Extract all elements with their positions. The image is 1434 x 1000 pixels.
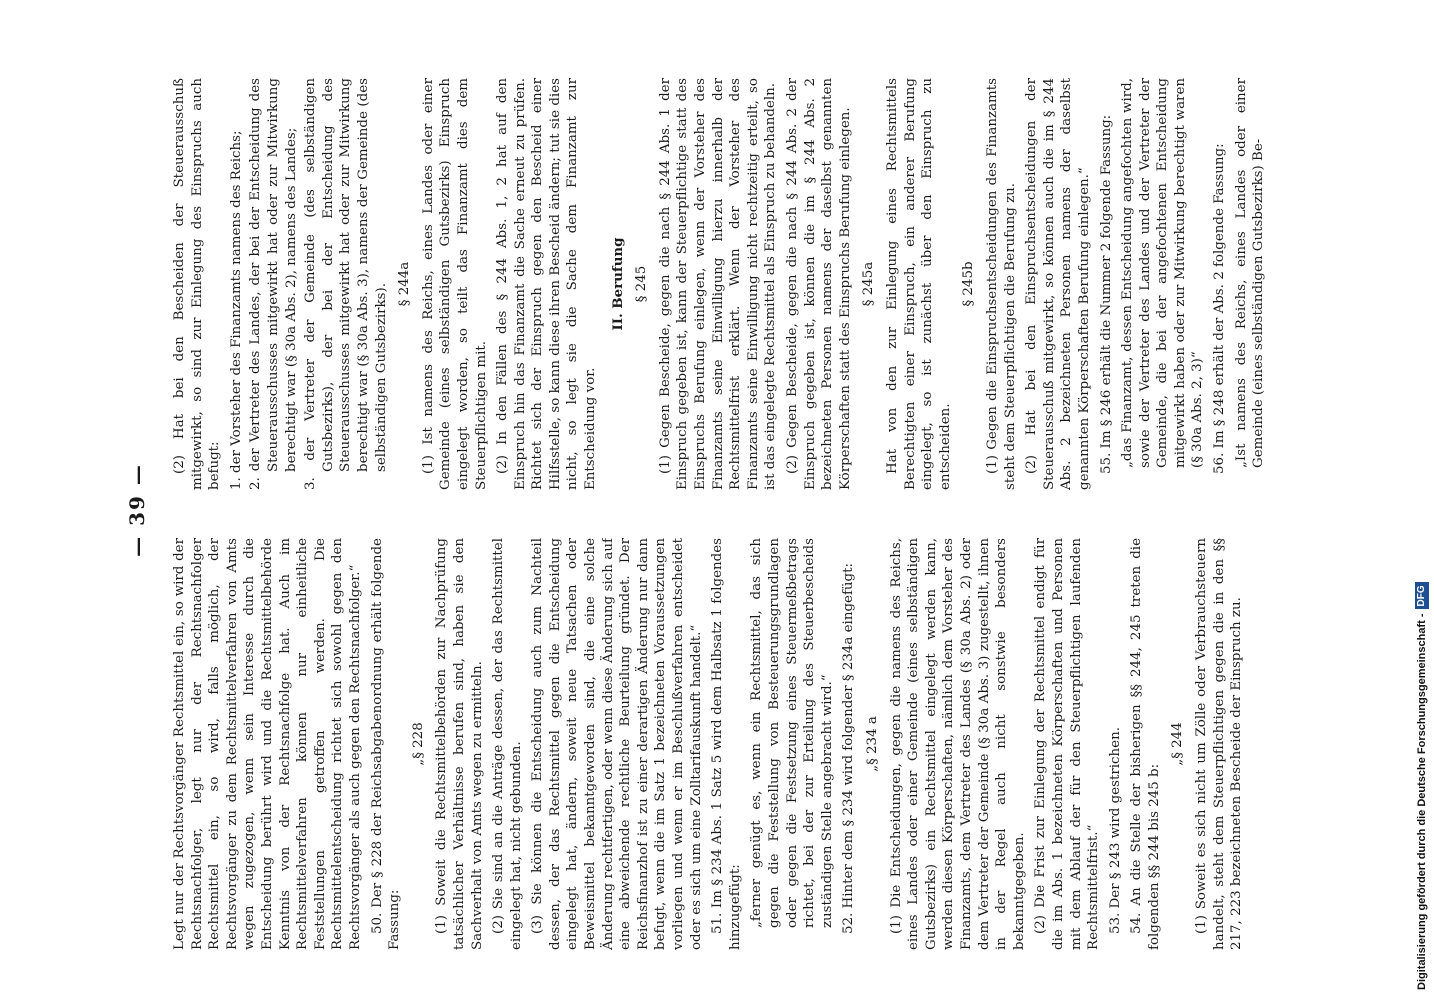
paragraph: Hat von den zur Einlegung eines Rechtsmittels Berechtigten einer Einspruch, ein anderer Berufung eingelegt, so ist zunächst über den Einspruch zu entscheiden.	[884, 78, 953, 490]
paragraph: (1) Gegen die Einspruchsentscheidungen des Finanzamts steht dem Steuerpflichtigen die Berufung zu.	[984, 78, 1018, 490]
paragraph: (2) Hat bei den Einspruchsentscheidungen der Steuerausschuß mitgewirkt, so können auch die im § 244 Abs. 2 bezeichneten Personen namens der daselbst genannten Körperschaften Berufung einlegen.“	[1024, 78, 1092, 490]
paragraph: (3) Sie können die Entscheidung auch zum Nachteil dessen, der das Rechtsmittel gegen die Entscheidung eingelegt hat, ändern, soweit neue Tatsachen oder Beweismittel bekanntgeworden sind, die eine solche Änderung rechtfertigen, oder wenn diese Änderung sich auf eine abweichende rechtliche Beurteilung gründet. Der Reichsfinanzhof ist zu einer derartigen Änderung nur dann befugt, wenn die im Satz 1 bezeichneten Voraussetzungen vorliegen und wenn er im Beschlußverfahren entscheidet oder es sich um eine Zolltarifauskunft handelt.“	[530, 538, 704, 950]
paragraph: (2) Hat bei den Bescheiden der Steuerausschuß mitgewirkt, so sind zur Einlegung des Einspruchs auch befugt:	[172, 78, 223, 490]
paragraph: (2) In den Fällen des § 244 Abs. 1, 2 hat auf den Einspruch hin das Finanzamt die Sache erneut zu prüfen. Richtet sich der Einspruch gegen den Bescheid einer Hilfsstelle, so kann diese ihren Bescheid ändern; tut sie dies nicht, so legt sie die Sache dem Finanzamt zur Entscheidung vor.	[495, 78, 599, 490]
paragraph: Legt nur der Rechtsvorgänger Rechtsmittel ein, so wird der Rechtsnachfolger, legt nur der Rechtsnachfolger Rechtsmittel ein, so wird, falls möglich, der Rechtsvorgänger zu dem Rechtsmittelverfahren von Amts wegen zugezogen, wenn sein Interesse durch die Entscheidung berührt wird und die Rechtsmittelbehörde Kenntnis von der Rechtsnachfolge hat. Auch im Rechtsmittelverfahren können nur einheitliche Feststellungen getroffen werden. Die Rechtsmittelentscheidung richtet sich sowohl gegen den Rechtsvorgänger als auch gegen den Rechtsnachfolger.“	[172, 538, 363, 950]
dfg-logo: DFG	[1415, 582, 1429, 609]
paragraph: 52. Hinter dem § 234 wird folgender § 234a eingefügt:	[841, 563, 857, 934]
paragraph: (1) Die Entscheidungen, gegen die namens des Reichs, eines Landes oder einer Gemeinde (eines selbständigen Gutsbezirks) ein Rechtsmittel eingelegt werden kann, werden diesen Körperschaften, nämlich dem Vorsteher des Finanzamts, dem Vertreter des Landes (§ 30a Abs. 2) oder dem Vertreter der Gemeinde (§ 30a Abs. 3) zugestellt, ihnen in der Regel auch nicht sonstwie besonders bekanntgegeben.	[888, 538, 1027, 950]
paragraph: (1) Ist namens des Reichs, eines Landes oder einer Gemeinde (eines selbständigen Gutsbezirks) Einspruch eingelegt worden, so teilt das Finanzamt dies dem Steuerpflichtigen mit.	[420, 78, 489, 490]
rotated-page	[117, 70, 1312, 950]
quoted-text: „das Finanzamt, dessen Entscheidung angefochten wird, sowie der Vertreter des Landes und der Vertreter der Gemeinde, die bei der angefochtenen Entscheidung mitgewirkt haben oder zur Mitwirkung berechtigt waren (§ 30a Abs. 2, 3)“	[1120, 78, 1206, 468]
page-number: — 39 —	[125, 463, 149, 557]
paragraph: (1) Soweit die Rechtsmittelbehörden zur Nachprüfung tatsächlicher Verhältnisse berufen sind, haben sie den Sachverhalt von Amts wegen zu ermitteln.	[434, 538, 485, 950]
section-heading: § 245	[634, 265, 650, 303]
list-item: 2. der Vertreter des Landes, der bei der Entscheidung des Steuerausschusses mitgewirkt hat oder zur Mitwirkung berechtigt war (§ 30a Abs. 2), namens des Landes;	[248, 78, 299, 490]
paragraph: (2) Die Frist zur Einlegung der Rechtsmittel endigt für die im Abs. 1 bezeichneten Körperschaften und Personen mit dem Ablauf der für den Steuerpflichtigen laufenden Rechtsmittelfrist.“	[1033, 538, 1102, 950]
section-heading: § 245b	[961, 261, 977, 307]
paragraph: 50. Der § 228 der Reichsabgabenordnung erhält folgende Fassung:	[369, 538, 403, 950]
list-item: 3. der Vertreter der Gemeinde (des selbständigen Gutsbezirks), der bei der Entscheidung des Steuerausschusses mitgewirkt hat oder zur Mitwirkung berechtigt war (§ 30a Abs. 3), namens der Gemeinde (des selbständigen Gutsbezirks).	[303, 78, 389, 490]
section-heading: „§ 228	[410, 722, 426, 766]
list-item: 1. der Vorsteher des Finanzamts namens des Reichs;	[228, 130, 244, 490]
paragraph: 53. Der § 243 wird gestrichen.	[1107, 727, 1123, 934]
section-heading: „§ 234 a	[864, 716, 880, 772]
paragraph: (1) Soweit es sich nicht um Zölle oder Verbrauchsteuern handelt, steht dem Steuerpflichtigen gegen die in den §§ 217, 223 bezeichneten Bescheide der Einspruch zu.	[1194, 538, 1245, 950]
quoted-text: „ferner genügt es, wenn ein Rechtsmittel, das sich gegen die Feststellung von Besteuerungsgrundlagen oder gegen die Festsetzung eines Steuermeßbetrags richtet, bei der zur Erteilung des Steuerbescheids zuständigen Stelle angebracht wird.“	[749, 538, 835, 928]
left-column	[171, 538, 1301, 950]
paragraph: (2) Gegen Bescheide, gegen die nach § 244 Abs. 2 der Einspruch gegeben ist, können die im § 244 Abs. 2 bezeichneten Personen namens der daselbst genannten Körperschaften statt des Einspruchs Berufung einlegen.	[785, 78, 853, 490]
paragraph: (2) Sie sind an die Anträge dessen, der das Rechtsmittel eingelegt hat, nicht gebunden.	[491, 538, 524, 950]
quoted-text: „Ist namens des Reichs, eines Landes oder einer Gemeinde (eines selbständigen Gutsbezirks) Be-	[1233, 78, 1267, 468]
paragraph: 55. Im § 246 erhält die Nummer 2 folgende Fassung:	[1098, 114, 1114, 474]
chapter-heading: II. Berufung	[609, 237, 626, 331]
right-column	[171, 78, 1301, 490]
paragraph: 54. An die Stelle der bisherigen §§ 244, 245 treten die folgenden §§ 244 bis 245 b:	[1129, 538, 1162, 950]
paragraph: 56. Im § 248 erhält der Abs. 2 folgende Fassung:	[1212, 143, 1228, 474]
section-heading: „§ 244	[1170, 722, 1186, 766]
section-heading: § 244a	[397, 261, 413, 307]
paragraph: 51. Im § 234 Abs. 1 Satz 5 wird dem Halbsatz 1 folgendes hinzugefügt:	[710, 538, 743, 950]
paragraph: (1) Gegen Bescheide, gegen die nach § 244 Abs. 1 der Einspruch gegeben ist, kann der Steuerpflichtige statt des Einspruchs Berufung einlegen, wenn der Vorsteher des Finanzamts seine Einwilligung hierzu innerhalb der Rechtsmittelfrist erklärt. Wenn der Vorsteher des Finanzamts seine Einwilligung nicht rechtzeitig erteilt, so ist das eingelegte Rechtsmittel als Einspruch zu behandeln.	[657, 78, 779, 490]
section-heading: § 245a	[861, 261, 877, 307]
credit-text: Digitalisierung gefördert durch die Deutsche Forschungsgemeinschaft -	[1416, 613, 1428, 990]
digitization-credit	[1412, 0, 1432, 990]
